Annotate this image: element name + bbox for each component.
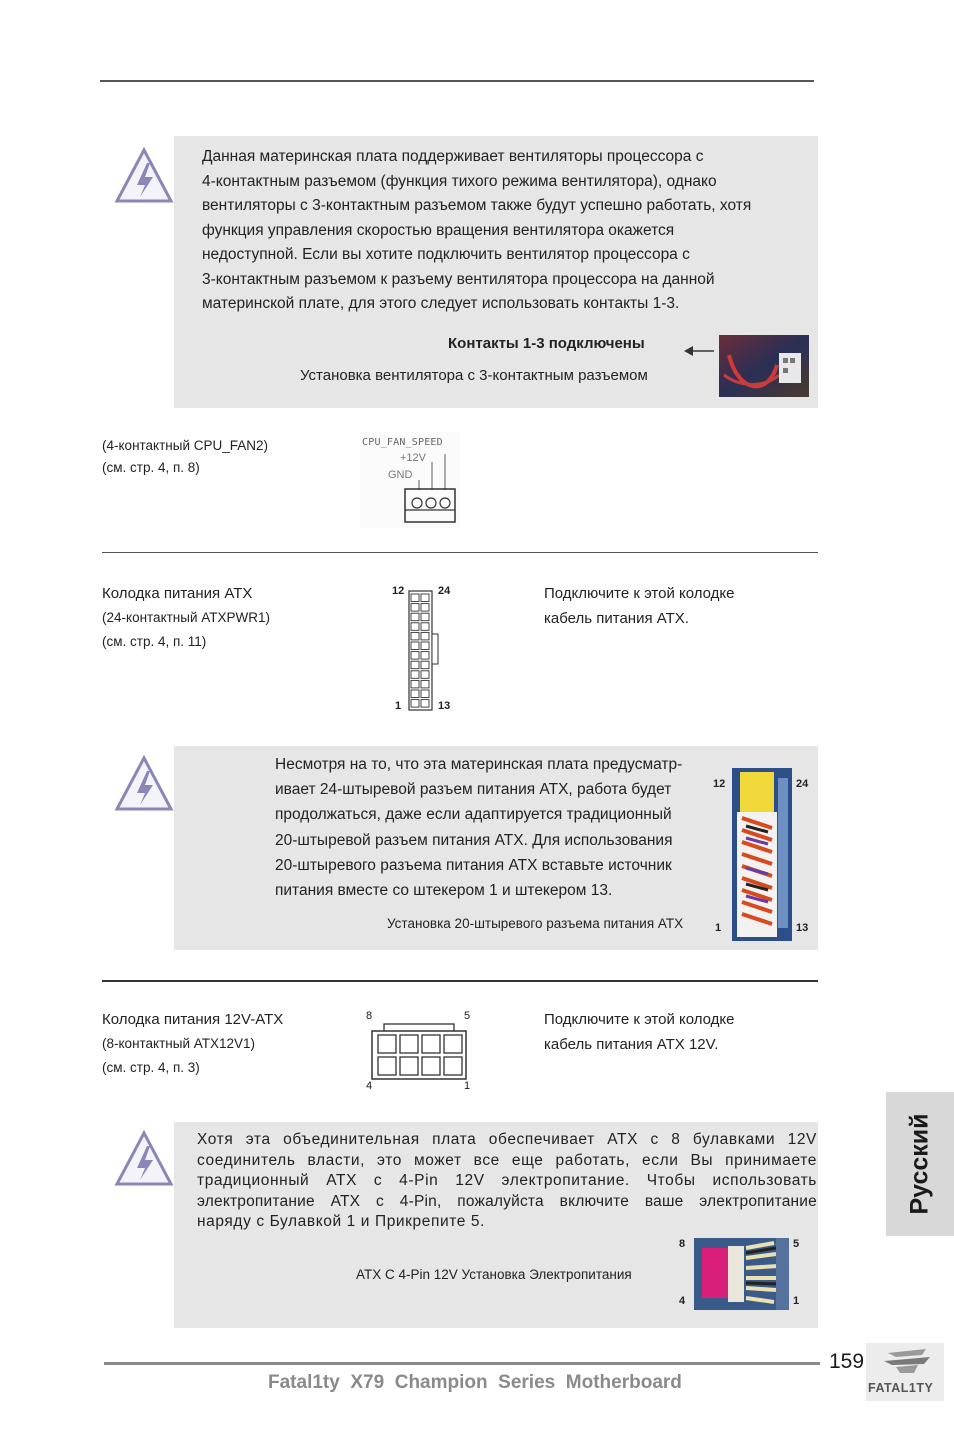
connector-pin bbox=[411, 604, 419, 612]
install-caption: Установка вентилятора с 3-контактным разъемом bbox=[300, 367, 648, 384]
connector-pin bbox=[411, 642, 419, 650]
v12-label: +12V bbox=[400, 452, 426, 464]
connector-pin bbox=[411, 652, 419, 660]
fan-connector-photo bbox=[719, 335, 809, 397]
note2-pin-24: 24 bbox=[796, 778, 809, 790]
note3-pin-4: 4 bbox=[679, 1295, 686, 1307]
note2-pin-12: 12 bbox=[713, 778, 726, 790]
connector-pin bbox=[421, 642, 429, 650]
connector-pin bbox=[421, 623, 429, 631]
atx12v-photo bbox=[694, 1238, 789, 1310]
note-text: Данная материнская плата поддерживает вентиляторы процессора с 4-контактным разъемом (функция тихого режима вентилятора), однако вентиляторы с 3-контактным разъемом также будут успешно работать, хотя функция управления скоростью вращения вентилятора окажется недоступной. Если вы хотите подключить вентилятор процессора с 3-контактным разъемом к разъему вентилятора процессора на данной материнской плате, для этого следует использовать контакты 1-3. bbox=[202, 148, 752, 312]
atx12v-connector-diagram bbox=[370, 1023, 468, 1088]
atx24-connector-diagram bbox=[406, 589, 440, 718]
note2-pin-13: 13 bbox=[796, 922, 809, 934]
note2-pin-1: 1 bbox=[715, 922, 722, 934]
atx12v-line3: (см. стр. 4, п. 3) bbox=[102, 1060, 200, 1075]
atx12v-pin-1: 1 bbox=[464, 1080, 471, 1092]
cpu-fan2-line1: (4-контактный CPU_FAN2) bbox=[102, 438, 269, 453]
connector-pin bbox=[411, 594, 419, 602]
atx-pin-13: 13 bbox=[438, 700, 451, 712]
top-rule bbox=[100, 80, 814, 82]
divider bbox=[102, 980, 818, 982]
atx12v-pin-8: 8 bbox=[366, 1010, 373, 1022]
connector-pin bbox=[411, 671, 419, 679]
warning-triangle-icon bbox=[113, 1130, 175, 1188]
page-number: 159 bbox=[829, 1350, 865, 1373]
connector-pin bbox=[421, 700, 429, 708]
connector-pin bbox=[421, 604, 429, 612]
language-tab-label: Русский bbox=[905, 1113, 934, 1215]
cpu-fan2-line2: (см. стр. 4, п. 8) bbox=[102, 460, 200, 475]
atx-pin-24: 24 bbox=[438, 585, 451, 597]
note-text: Несмотря на то, что эта материнская плата предусматр- ивает 24-штыревой разъем питания ATX, работа будет продолжаться, даже если адаптируется традиционный 20-штыревой разъем питания ATX. Для использования 20-штыревого разъема питания ATX вставьте источник питания вместе со штекером 1 и штекером 13. bbox=[275, 756, 683, 900]
footer-title: Fatal1ty X79 Champion Series Motherboard bbox=[268, 1372, 682, 1393]
note3-pin-5: 5 bbox=[793, 1238, 800, 1250]
connector-pin bbox=[411, 661, 419, 669]
atx12v-pin-4: 4 bbox=[366, 1080, 373, 1092]
language-side-tab bbox=[886, 1092, 954, 1236]
warning-triangle-icon bbox=[113, 147, 175, 205]
connector-pin bbox=[421, 680, 429, 688]
cpu-fan-speed-label: CPU_FAN_SPEED bbox=[362, 437, 443, 448]
connector-pin bbox=[421, 632, 429, 640]
atx12v-desc-2: кабель питания ATX 12V. bbox=[544, 1036, 719, 1053]
cpu-fan2-diagram bbox=[360, 432, 460, 528]
connector-pin bbox=[421, 594, 429, 602]
note-text: Хотя эта объединительная плата обеспечивает ATX с 8 булавками 12V соединитель власти, это может все еще работать, если Вы принимаете традиционный ATX с 4-Pin 12V электропитание. Чтобы использовать электропитание ATX с 4-Pin, пожалуйста включите ваше электропитание наряду с Булавкой 1 и Прикрепите 5. bbox=[197, 1131, 817, 1230]
note2-caption: Установка 20-штыревого разъема питания ATX bbox=[387, 916, 684, 931]
connector-pin bbox=[421, 690, 429, 698]
atx-line2: (24-контактный ATXPWR1) bbox=[102, 610, 271, 625]
note3-pin-8: 8 bbox=[679, 1238, 686, 1250]
connector-pin bbox=[421, 671, 429, 679]
note3-pin-1: 1 bbox=[793, 1295, 800, 1307]
note3-caption: ATX С 4-Pin 12V Установка Электропитания bbox=[356, 1267, 632, 1282]
connector-pin bbox=[421, 652, 429, 660]
atx-pin-1: 1 bbox=[395, 700, 402, 712]
connector-pin bbox=[411, 632, 419, 640]
atx-line3: (см. стр. 4, п. 11) bbox=[102, 634, 207, 649]
atx-pin-12: 12 bbox=[392, 585, 405, 597]
connector-pin bbox=[421, 613, 429, 621]
note-atx12v bbox=[174, 1122, 818, 1328]
pins-caption: Контакты 1-3 подключены bbox=[448, 335, 645, 352]
atx-title: Колодка питания ATX bbox=[102, 585, 253, 602]
atx-desc-2: кабель питания ATX. bbox=[544, 610, 689, 627]
warning-triangle-icon bbox=[113, 755, 175, 813]
footer-rule bbox=[104, 1362, 820, 1365]
gnd-label: GND bbox=[388, 469, 413, 481]
note-cpu-fan bbox=[174, 136, 818, 408]
atx-desc-1: Подключите к этой колодке bbox=[544, 585, 735, 602]
fatal1ty-logo-icon bbox=[866, 1343, 944, 1401]
logo-text: FATAL1TY bbox=[868, 1381, 934, 1395]
connector-pin bbox=[421, 661, 429, 669]
atx12v-desc-1: Подключите к этой колодке bbox=[544, 1011, 735, 1028]
atx12v-pin-5: 5 bbox=[464, 1010, 471, 1022]
arrow-left-icon bbox=[684, 344, 716, 362]
connector-pin bbox=[411, 680, 419, 688]
connector-pin bbox=[411, 623, 419, 631]
connector-pin bbox=[411, 690, 419, 698]
note-atx20 bbox=[174, 746, 818, 950]
connector-pin bbox=[411, 700, 419, 708]
atx12v-line2: (8-контактный ATX12V1) bbox=[102, 1036, 256, 1051]
divider bbox=[102, 552, 818, 553]
atx12v-title: Колодка питания 12V-ATX bbox=[102, 1011, 284, 1028]
connector-pin bbox=[411, 613, 419, 621]
atx20-photo bbox=[732, 768, 792, 941]
